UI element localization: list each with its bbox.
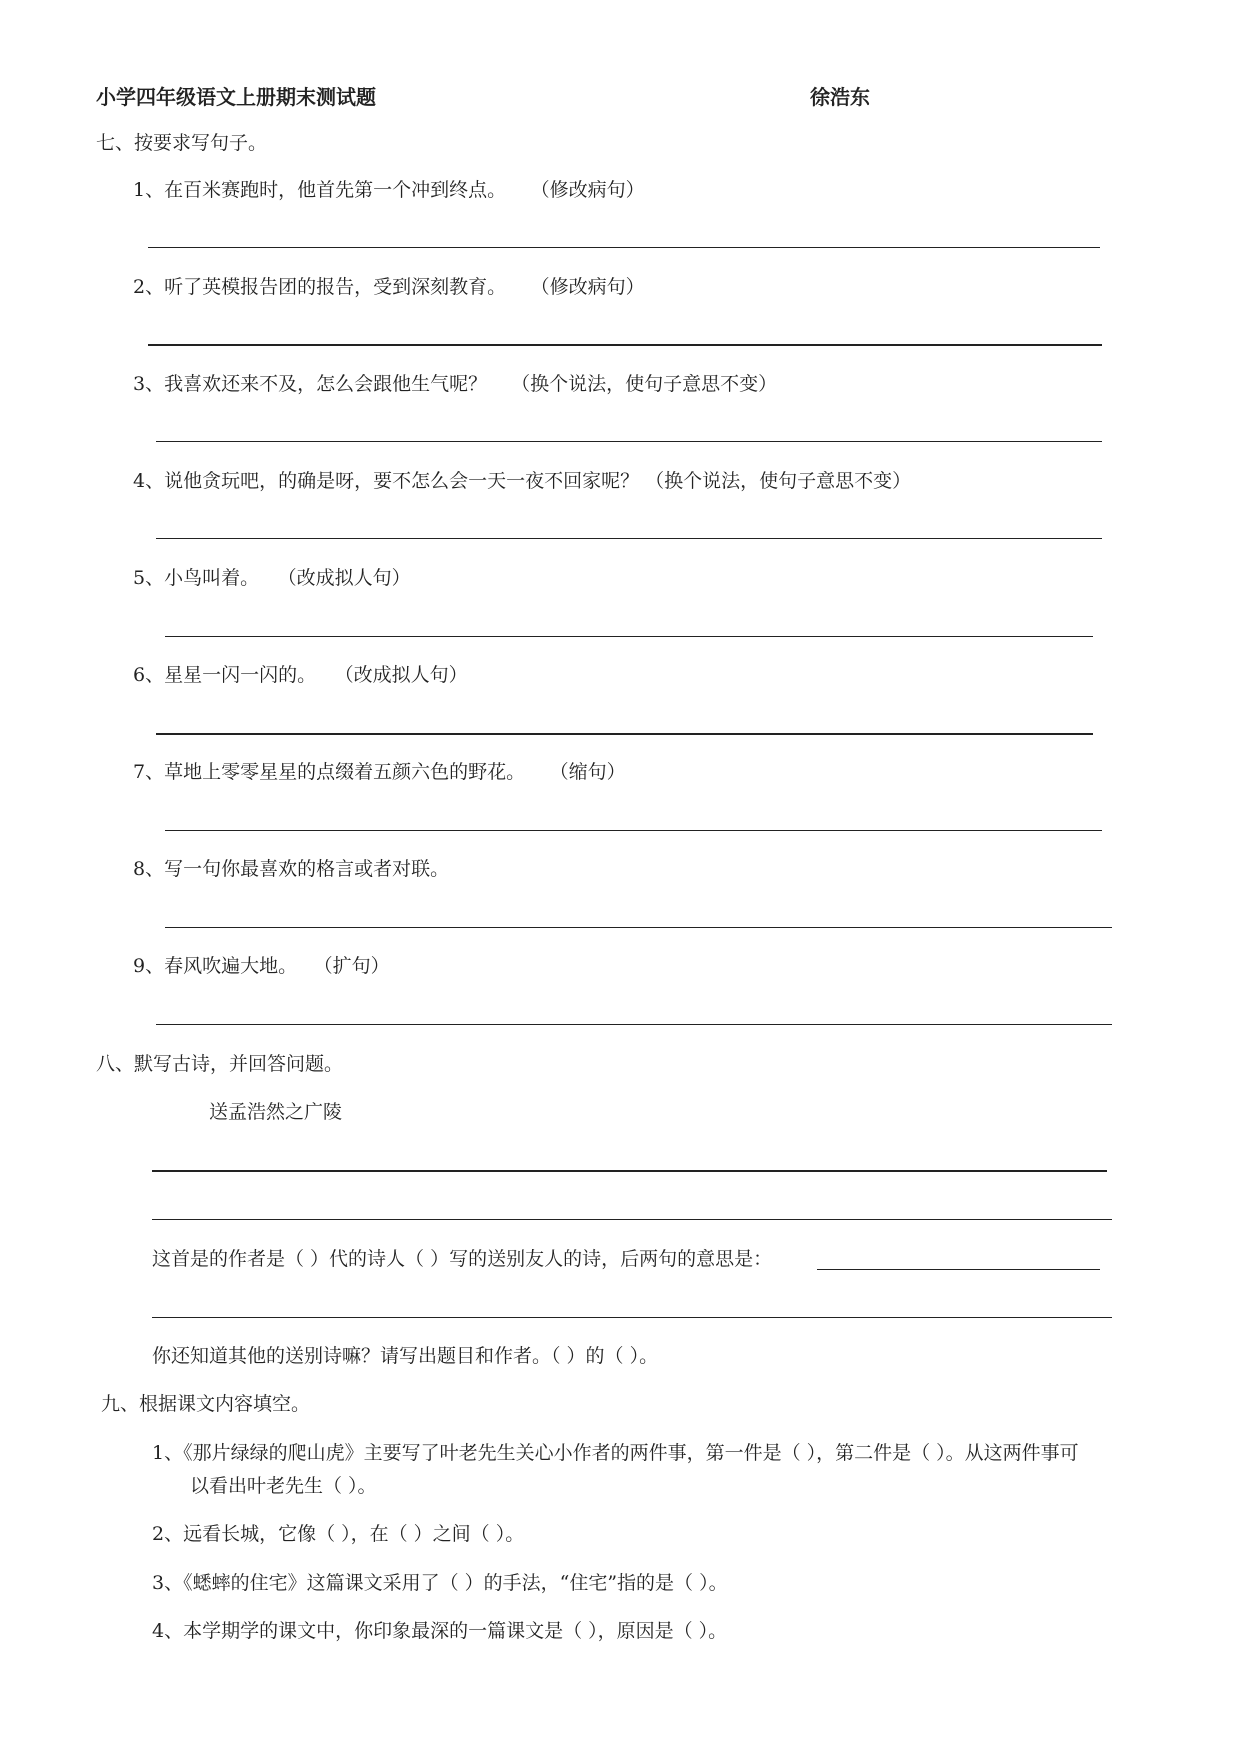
question-7-7 [133,763,626,782]
answer-line-7-7[interactable] [165,830,1102,831]
question-text: 星星一闪一闪的。 [164,664,317,686]
answer-line-7-6[interactable] [156,733,1093,735]
question-number: 8、 [133,858,165,880]
question-hint: （修改病句） [540,179,645,201]
question-7-5 [133,569,411,588]
question-text: 听了英模报告团的报告，受到深刻教育。 [164,276,507,298]
question-number: 9、 [133,955,165,977]
question-7-8 [133,860,449,879]
question-number: 3、 [133,373,165,395]
question-number: 3、 [152,1572,184,1594]
answer-line-8-1-meaning[interactable] [817,1269,1100,1270]
question-number: 1、 [133,179,165,201]
question-text: 在百米赛跑时，他首先第一个冲到终点。 [164,179,507,201]
question-hint: （换个说法，使句子意思不变） [645,470,912,492]
answer-line-7-5[interactable] [165,636,1093,637]
question-number: 4、 [133,470,165,492]
question-hint: （扩句） [323,955,390,977]
page-title: 小学四年级语文上册期末测试题 [96,85,376,109]
question-9-3 [152,1574,728,1593]
question-7-3 [133,375,777,394]
question-9-1-continued: 以看出叶老先生（ ）。 [190,1475,377,1497]
question-number: 1、 [152,1442,184,1464]
poem-line-1[interactable] [152,1170,1107,1172]
question-text: 《蟋蟀的住宅》这篇课文采用了（ ）的手法，“住宅”指的是（ ）。 [183,1572,728,1594]
answer-line-7-4[interactable] [156,538,1102,539]
question-text: 我喜欢还来不及，怎么会跟他生气呢？ [164,373,488,395]
question-7-2 [133,278,645,297]
question-hint: （改成拟人句） [287,567,411,589]
question-hint: （换个说法，使句子意思不变） [511,373,778,395]
question-text: 春风吹遍大地。 [164,955,298,977]
question-text: 《那片绿绿的爬山虎》主要写了叶老先生关心小作者的两件事，第一件是（ ），第二件是（ ）。从这两件事可 [183,1442,1079,1464]
question-number: 2、 [133,276,165,298]
answer-line-7-8[interactable] [165,927,1112,928]
question-7-6 [133,666,468,685]
question-hint: （修改病句） [540,276,645,298]
question-number: 2、 [152,1523,184,1545]
answer-line-8-1[interactable] [152,1317,1112,1318]
question-7-4 [133,472,911,491]
question-text: 远看长城，它像（ ），在（ ）之间（ ）。 [183,1523,525,1545]
question-8-1: 这首是的作者是（ ）代的诗人（ ）写的送别友人的诗，后两句的意思是： [152,1248,773,1270]
section-7-heading: 七、按要求写句子。 [96,132,268,154]
answer-line-7-9[interactable] [156,1024,1112,1025]
question-text: 草地上零零星星的点缀着五颜六色的野花。 [164,761,526,783]
question-number: 6、 [133,664,165,686]
question-text: 本学期学的课文中，你印象最深的一篇课文是（ ），原因是（ ）。 [183,1620,728,1642]
question-8-2: 你还知道其他的送别诗嘛？请写出题目和作者。（ ）的（ ）。 [152,1345,659,1367]
answer-line-7-1[interactable] [148,247,1100,248]
question-hint: （缩句） [559,761,626,783]
question-7-9 [133,957,390,976]
author-name: 徐浩东 [810,85,870,109]
question-9-4 [152,1622,727,1641]
section-8-heading: 八、默写古诗，并回答问题。 [96,1053,344,1075]
question-text: 写一句你最喜欢的格言或者对联。 [164,858,450,880]
question-hint: （改成拟人句） [344,664,468,686]
question-number: 4、 [152,1620,184,1642]
question-9-2 [152,1525,524,1544]
question-9-1 [152,1444,1079,1463]
question-7-1 [133,181,645,200]
answer-line-7-3[interactable] [156,441,1102,442]
poem-line-2[interactable] [152,1219,1112,1220]
section-9-heading: 九、根据课文内容填空。 [101,1393,311,1415]
question-text: 说他贪玩吧，的确是呀，要不怎么会一天一夜不回家呢？ [164,470,640,492]
question-number: 5、 [133,567,165,589]
poem-title: 送孟浩然之广陵 [209,1101,343,1123]
question-number: 7、 [133,761,165,783]
question-text: 小鸟叫着。 [164,567,260,589]
answer-line-7-2[interactable] [148,344,1102,346]
